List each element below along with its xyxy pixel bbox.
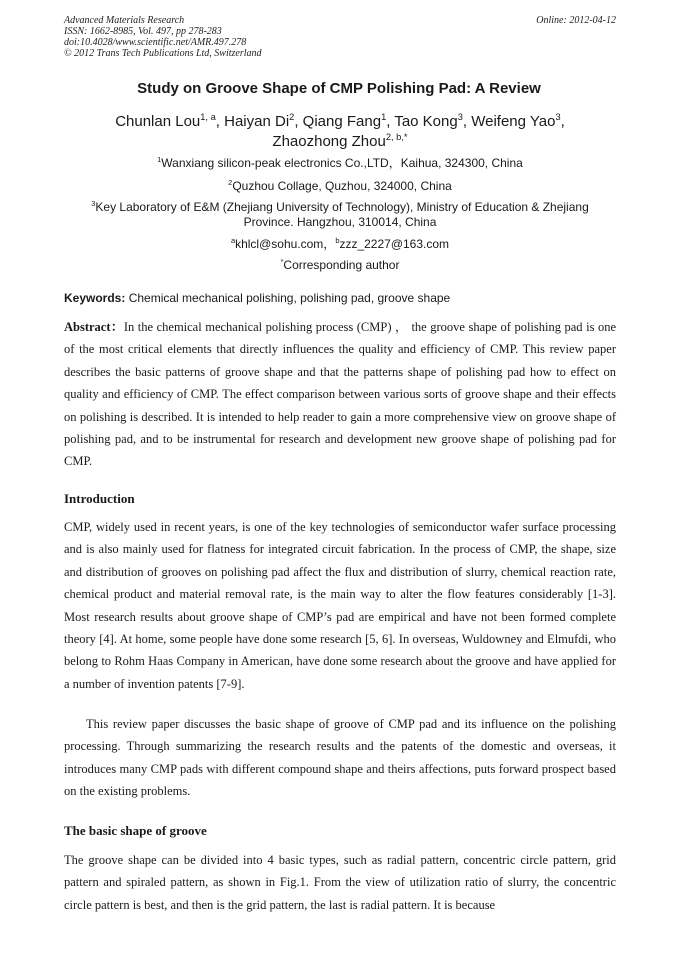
- author-name: Tao Kong: [394, 113, 458, 130]
- intro-paragraph-2: This review paper discusses the basic shape of groove of CMP pad and its influence on the polishing processing. Through summarizing the research results and the patents of the domestic and overseas, it introduces many CMP pads with different compound shape and theirs affections, puts forward prospect based on the existing problems.: [64, 717, 616, 799]
- affiliation-2: $^2$Quzhou Collage, Quzhou, 324000, China: [228, 178, 452, 193]
- email-a: khlcl@sohu.com，: [235, 237, 336, 251]
- author-affil-sup: 1, a: [200, 112, 216, 122]
- section-heading-introduction: Introduction: [64, 491, 135, 506]
- intro-paragraph-1: CMP, widely used in recent years, is one of the key technologies of semiconductor wafer surface processing and is also mainly used for flatness for integrated circuit fabrication. In the process of CMP, the shape, size and distribution of grooves on polishing pad affect the flux and distribution of slurry, chemical reaction rate, chemical product and material removal rate, is the main way to alter the flow features considerably [1-3]. Most research results about groove shape of CMP’s pad are empirical and have not been formed complete theory [4]. At home, some people have done some research [5, 6]. In overseas, Wuldowney and Elmufdi, who belong to Rohm Haas Company in American, have done some research about the groove and have applied for a number of invention patents [7-9].: [64, 520, 616, 691]
- paper-title: Study on Groove Shape of CMP Polishing Pad: A Review: [137, 80, 541, 97]
- author-affil-sup: 1: [381, 112, 387, 122]
- email-b: zzz_2227@163.com: [339, 237, 450, 251]
- keywords-label: Keywords:: [64, 291, 126, 305]
- email-line: $^a$khlcl@sohu.com，$^b$zzz_2227@163.com: [230, 236, 450, 251]
- section-heading-basic-shape: The basic shape of groove: [64, 823, 207, 838]
- issn: ISSN: 1662-8985, Vol. 497, pp 278-283: [64, 26, 222, 37]
- author-name: Zhaozhong Zhou: [272, 133, 386, 150]
- author-affil-sup: 3: [457, 112, 463, 122]
- author-affil-sup: 2: [289, 112, 295, 122]
- author-name: Haiyan Di: [224, 113, 290, 130]
- online-date: Online: 2012-04-12: [536, 15, 616, 26]
- abstract: [64, 316, 616, 473]
- author-affil-sup: 2, b,*: [385, 132, 408, 142]
- abstract-text: In the chemical mechanical polishing process (CMP) ， the groove shape of polishing pad is one of the most critical elements that directly influences the quality and efficiency of CMP. This review paper describes the basic patterns of groove shape and that the patterns shape of polishing pad how to effect on quality and efficiency of CMP. The effect comparison between various sorts of groove shape and their effects on polishing is described. It is intended to help reader to gain a more comprehensive view on groove shape of polishing pad, and to be instrumental for research and development new groove shape of polishing pad for CMP.: [64, 320, 617, 469]
- keywords: [64, 291, 616, 305]
- copyright: © 2012 Trans Tech Publications Ltd, Switzerland: [64, 48, 262, 59]
- basic-shape-paragraph-1: The groove shape can be divided into 4 basic types, such as radial pattern, concentric circle pattern, grid pattern and spiraled pattern, as shown in Fig.1. From the view of utilization ratio of slurry, the concentric circle pattern is best, and then is the grid pattern, the last is radial pattern. It is because: [64, 853, 616, 912]
- corresponding-note: *Corresponding author: [280, 257, 400, 272]
- author-affil-sup: 3: [555, 112, 561, 122]
- doi: doi:10.4028/www.scientific.net/AMR.497.278: [64, 37, 247, 48]
- author-list: Chunlan Lou$^{1, a}$, Haiyan Di$^2$, Qiang Fang$^1$, Tao Kong$^3$, Weifeng Yao$^3$, Zhaozhong Zhou$^{2, b,*}$: [115, 112, 565, 150]
- author-name: Weifeng Yao: [471, 113, 556, 130]
- journal-info: [64, 15, 616, 59]
- running-header: [64, 15, 616, 59]
- affiliation-3: $^3$Key Laboratory of E&M (Zhejiang University of Technology), Ministry of Education & Zhejiang Province. Hangzhou, 310014, China: [91, 199, 589, 229]
- keywords-text: Chemical mechanical polishing, polishing pad, groove shape: [128, 291, 451, 305]
- author-name: Qiang Fang: [302, 113, 382, 130]
- author-name: Chunlan Lou: [115, 113, 201, 130]
- affiliation-1: $^1$Wanxiang silicon-peak electronics Co.,LTD，Kaihua, 324300, China: [157, 155, 523, 170]
- abstract-label: Abstract：: [64, 320, 124, 334]
- journal-name: Advanced Materials Research: [64, 15, 185, 26]
